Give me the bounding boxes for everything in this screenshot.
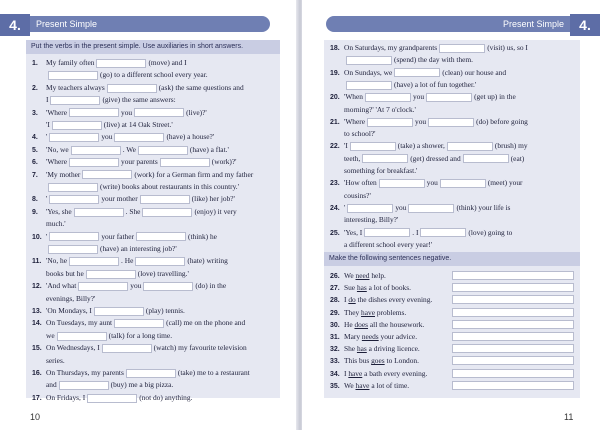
line-text: (take) a shower, <box>397 141 445 151</box>
exercise-line <box>330 79 476 90</box>
line-text: your father <box>101 231 134 241</box>
exercise-line <box>330 140 528 152</box>
line-text: (spend) the day with them. <box>394 55 474 65</box>
line-text: On Saturdays, my grandparents <box>344 43 438 52</box>
line-text: ' <box>46 132 48 142</box>
answer-blank[interactable] <box>365 93 411 102</box>
exercise-line <box>32 131 214 143</box>
exercise-line <box>32 342 247 354</box>
answer-blank[interactable] <box>452 369 574 378</box>
line-text: 'On Mondays, I <box>46 306 92 315</box>
instruction-negative: Make the following sentences negative. <box>324 252 580 266</box>
line-text: your advice. <box>378 332 418 341</box>
line-text: a different school every year!' <box>344 239 433 249</box>
line-text: (take) me to a restaurant <box>177 368 250 377</box>
answer-blank[interactable] <box>140 195 190 204</box>
answer-blank[interactable] <box>136 232 186 241</box>
line-text: teeth, <box>344 153 361 163</box>
line-text: (ask) the same questions and <box>158 82 244 92</box>
line-text: My family often <box>46 58 95 67</box>
line-text: I <box>46 95 49 105</box>
answer-blank[interactable] <box>57 332 107 341</box>
line-text: 'Where <box>344 116 366 126</box>
line-text: a driving licence. <box>366 344 420 354</box>
line-text: 'Yes, I <box>344 227 363 237</box>
answer-blank[interactable] <box>447 142 493 151</box>
header-title: Present Simple <box>30 16 270 32</box>
line-text: 'I <box>344 141 348 151</box>
negative-item <box>330 380 409 392</box>
exercise-line <box>330 239 432 250</box>
line-text: (think) your life is <box>456 202 511 212</box>
line-text: 'Where <box>46 157 68 167</box>
exercise-line <box>32 255 228 267</box>
line-text: you <box>395 202 407 212</box>
line-text: (live)?' <box>186 107 207 117</box>
line-text: series. <box>46 355 65 365</box>
underlined-verb: needs <box>361 332 379 341</box>
line-text: . I <box>412 227 419 237</box>
answer-blank[interactable] <box>78 282 128 291</box>
item-number: 28. <box>330 297 340 305</box>
answer-blank[interactable] <box>350 142 396 151</box>
line-text: (get up) in the <box>474 92 516 102</box>
answer-blank[interactable] <box>134 108 184 117</box>
item-number: 15. <box>32 345 42 353</box>
line-text: you <box>121 107 133 117</box>
item-number: 1. <box>32 60 38 67</box>
line-text: interesting, Billy?' <box>344 215 399 225</box>
answer-blank[interactable] <box>408 204 454 213</box>
item-number: 17. <box>32 394 42 402</box>
item-number: 9. <box>32 208 38 216</box>
negative-item <box>330 355 419 367</box>
line-text: 'Yes, she <box>46 206 72 216</box>
line-text: (play) tennis. <box>145 306 185 315</box>
line-text: . We <box>122 144 136 154</box>
line-text: something for breakfast.' <box>344 166 418 175</box>
item-number: 6. <box>32 159 38 167</box>
negative-item <box>330 368 427 380</box>
exercise-line <box>330 153 524 164</box>
line-text: (live) at 14 Oak Street.' <box>103 120 173 129</box>
exercise-line <box>32 69 208 80</box>
exercise-line <box>32 206 237 218</box>
left-header <box>0 14 280 36</box>
line-text: your parents <box>121 157 158 167</box>
item-number: 2. <box>32 84 38 92</box>
negative-item <box>330 294 432 306</box>
line-text: He <box>344 319 355 329</box>
line-text: We <box>344 271 356 280</box>
line-text: (go) to a different school every year. <box>100 70 208 80</box>
exercise-line <box>32 280 226 292</box>
answer-blank[interactable] <box>69 108 119 117</box>
exercise-line <box>32 181 239 192</box>
line-text: much.' <box>46 219 66 229</box>
line-text: (write) books about restaurants in this country.' <box>100 182 239 191</box>
item-number: 27. <box>330 285 340 293</box>
underlined-verb: goes <box>371 356 385 366</box>
answer-blank[interactable] <box>48 183 98 192</box>
line-text: (enjoy) it very <box>194 206 237 216</box>
item-number: 21. <box>330 118 340 126</box>
line-text: help. <box>369 271 386 280</box>
line-text: I <box>344 368 349 378</box>
line-text: (love) going to <box>468 227 513 237</box>
answer-blank[interactable] <box>426 93 472 102</box>
left-page <box>0 0 298 430</box>
line-text: problems. <box>375 307 407 317</box>
exercise-line <box>330 202 510 214</box>
line-text: 'And what <box>46 281 77 291</box>
answer-blank[interactable] <box>428 118 474 127</box>
line-text: morning?' 'At 7 o'clock.' <box>344 104 416 114</box>
answer-blank[interactable] <box>364 228 410 237</box>
exercise-line <box>32 218 66 229</box>
answer-blank[interactable] <box>69 257 119 266</box>
exercise-line <box>32 293 95 304</box>
item-number: 29. <box>330 309 340 317</box>
answer-blank[interactable] <box>367 118 413 127</box>
line-text: (work)?' <box>211 157 237 167</box>
exercise-line <box>32 82 244 94</box>
answer-blank[interactable] <box>362 154 408 163</box>
exercise-line <box>32 317 245 329</box>
answer-blank[interactable] <box>50 96 100 105</box>
answer-blank[interactable] <box>69 158 119 167</box>
item-number: 4. <box>32 134 38 142</box>
line-text: They <box>344 307 362 317</box>
item-number: 18. <box>330 45 340 52</box>
answer-blank[interactable] <box>346 56 392 65</box>
item-number: 34. <box>330 370 340 378</box>
line-text: My teachers always <box>46 82 105 92</box>
item-number: 24. <box>330 204 340 212</box>
negative-item <box>330 307 406 319</box>
exercise-line <box>330 42 528 54</box>
line-text: (do) before going <box>476 116 528 126</box>
line-text: (get) dressed and <box>410 153 461 163</box>
right-page <box>302 0 600 430</box>
line-text: (watch) my favourite television <box>153 343 247 353</box>
line-text: (hate) writing <box>187 256 228 266</box>
line-text: 'My mother <box>46 169 81 179</box>
line-text: a bath every evening. <box>362 368 428 378</box>
line-text: This bus <box>344 356 372 366</box>
exercise-line <box>32 94 176 105</box>
item-number: 35. <box>330 382 340 390</box>
item-number: 13. <box>32 308 42 315</box>
line-text: On Thursdays, my parents <box>46 368 124 377</box>
line-text: On Fridays, I <box>46 392 86 402</box>
exercise-line <box>330 116 528 128</box>
answer-blank[interactable] <box>347 204 393 213</box>
answer-blank[interactable] <box>49 232 99 241</box>
line-text: Sue <box>344 283 357 293</box>
exercise-line <box>32 355 65 366</box>
underlined-verb: have <box>355 380 370 390</box>
exercise-line <box>32 119 173 130</box>
exercise-line <box>330 91 516 103</box>
answer-blank[interactable] <box>160 158 210 167</box>
line-text: your mother <box>101 194 138 204</box>
header-title: Present Simple <box>326 16 570 32</box>
line-text: (have) a house?' <box>166 132 215 142</box>
exercise-line <box>32 57 187 69</box>
line-text: you <box>130 281 142 291</box>
exercise-line <box>32 330 172 341</box>
underlined-verb: need <box>355 271 370 280</box>
answer-blank[interactable] <box>82 170 132 179</box>
line-text: the dishes every evening. <box>355 295 433 305</box>
line-text: you <box>415 116 427 126</box>
item-number: 11. <box>32 258 42 266</box>
answer-blank[interactable] <box>52 121 102 130</box>
line-text: a lot of time. <box>369 380 410 390</box>
answer-blank[interactable] <box>346 81 392 90</box>
exercise-line <box>330 177 523 189</box>
underlined-verb: has <box>356 283 367 293</box>
answer-blank[interactable] <box>138 146 188 155</box>
negative-item <box>330 331 417 343</box>
answer-blank[interactable] <box>74 208 124 217</box>
exercise-line <box>330 67 506 79</box>
line-text: evenings, Billy?' <box>46 293 96 303</box>
item-number: 22. <box>330 143 340 151</box>
exercise-line <box>32 169 253 181</box>
answer-blank[interactable] <box>142 208 192 217</box>
line-text: cousins?' <box>344 190 371 200</box>
line-text: all the housework. <box>368 319 425 329</box>
answer-blank[interactable] <box>86 270 136 279</box>
line-text: you <box>412 92 425 102</box>
line-text: a lot of books. <box>366 283 411 293</box>
exercise-line <box>330 54 473 65</box>
line-text: 'I <box>46 120 50 129</box>
item-number: 32. <box>330 346 340 354</box>
exercise-line <box>32 392 192 404</box>
item-number: 8. <box>32 196 38 204</box>
exercise-line <box>32 193 235 205</box>
line-text: ' <box>46 194 48 204</box>
answer-blank[interactable] <box>452 344 574 353</box>
line-text: to school?' <box>344 129 376 139</box>
line-text: 'How often <box>344 178 377 188</box>
line-text: (give) the same answers: <box>102 95 176 105</box>
answer-blank[interactable] <box>463 154 509 163</box>
line-text: . He <box>121 256 134 266</box>
exercise-line <box>330 190 371 201</box>
answer-blank[interactable] <box>440 179 486 188</box>
answer-blank[interactable] <box>135 257 185 266</box>
answer-blank[interactable] <box>439 44 485 53</box>
negative-item <box>330 282 411 294</box>
line-text: (do) in the <box>195 281 227 291</box>
line-text: (not do) anything. <box>139 392 193 402</box>
item-number: 19. <box>330 69 340 77</box>
line-text: you <box>101 132 113 142</box>
line-text: (call) me on the phone and <box>166 318 246 328</box>
answer-blank[interactable] <box>452 320 574 329</box>
exercise-line <box>330 214 398 225</box>
line-text: (visit) us, so I <box>487 43 528 52</box>
instruction: Put the verbs in the present simple. Use auxiliaries in short answers. <box>26 40 280 54</box>
answer-blank[interactable] <box>452 308 574 317</box>
unit-number: 4. <box>0 14 30 36</box>
line-text: (meet) your <box>487 178 523 188</box>
answer-blank[interactable] <box>452 271 574 280</box>
line-text: (like) her job?' <box>191 194 235 204</box>
answer-blank[interactable] <box>48 71 98 80</box>
line-text: and <box>46 380 57 390</box>
underlined-verb: have <box>361 307 375 317</box>
line-text: We <box>344 380 356 390</box>
answer-blank[interactable] <box>114 133 164 142</box>
line-text: 'Where <box>46 107 68 117</box>
unit-number: 4. <box>570 14 600 36</box>
line-text: (love) travelling.' <box>137 268 189 278</box>
answer-blank[interactable] <box>114 319 164 328</box>
underlined-verb: does <box>354 319 369 329</box>
item-number: 7. <box>32 171 38 179</box>
line-text: ' <box>344 202 346 212</box>
line-text: (have) an interesting job?' <box>100 244 177 253</box>
exercise-line <box>32 367 250 379</box>
line-text: (brush) my <box>494 141 528 151</box>
negative-item <box>330 319 424 331</box>
item-number: 14. <box>32 320 42 328</box>
item-number: 16. <box>32 370 42 377</box>
exercise-line <box>32 243 177 254</box>
line-text: to London. <box>384 356 419 366</box>
exercise-line <box>330 165 417 176</box>
line-text: (work) for a German firm and my father <box>134 169 254 179</box>
exercise-line <box>32 156 237 168</box>
line-text: we <box>46 330 55 340</box>
line-text: (buy) me a big pizza. <box>110 380 174 390</box>
item-number: 3. <box>32 109 38 117</box>
exercise-line <box>330 128 376 139</box>
answer-blank[interactable] <box>452 332 574 341</box>
answer-blank[interactable] <box>107 84 157 93</box>
answer-blank[interactable] <box>49 133 99 142</box>
line-text: (have) a flat.' <box>189 144 229 154</box>
answer-blank[interactable] <box>49 195 99 204</box>
line-text: On Wednesdays, I <box>46 343 100 353</box>
item-number: 31. <box>330 334 340 341</box>
line-text: (eat) <box>510 153 525 163</box>
item-number: 20. <box>330 94 340 102</box>
exercise-line <box>330 227 512 239</box>
underlined-verb: has <box>356 344 367 354</box>
line-text: (have) a lot of fun together.' <box>394 79 477 89</box>
exercise-line <box>32 379 173 390</box>
answer-blank[interactable] <box>452 356 574 365</box>
answer-blank[interactable] <box>96 59 146 68</box>
page-number: 10 <box>30 412 41 422</box>
line-text: (think) he <box>187 231 217 241</box>
answer-blank[interactable] <box>394 68 440 77</box>
answer-blank[interactable] <box>59 381 109 390</box>
answer-blank[interactable] <box>48 245 98 254</box>
answer-blank[interactable] <box>452 283 574 292</box>
item-number: 30. <box>330 321 340 329</box>
answer-blank[interactable] <box>87 394 137 403</box>
answer-blank[interactable] <box>420 228 466 237</box>
line-text: ' <box>46 231 48 241</box>
line-text: (move) and I <box>148 58 187 67</box>
exercise-line <box>32 305 185 317</box>
answer-blank[interactable] <box>126 369 176 378</box>
line-text: books but he <box>46 268 84 278</box>
line-text: Mary <box>344 332 362 341</box>
item-number: 26. <box>330 273 340 280</box>
exercise-line <box>32 268 189 279</box>
item-number: 33. <box>330 358 340 366</box>
item-number: 10. <box>32 233 42 241</box>
right-header <box>326 14 600 36</box>
negative-item <box>330 270 386 282</box>
line-text: 'When <box>344 92 363 102</box>
answer-blank[interactable] <box>452 381 574 390</box>
line-text: (talk) for a long time. <box>108 330 173 340</box>
exercise-line <box>32 107 207 119</box>
line-text: She <box>344 344 357 354</box>
page-number: 11 <box>564 412 574 422</box>
line-text: 'No, we <box>46 144 69 154</box>
underlined-verb: have <box>348 368 363 378</box>
line-text: 'No, he <box>46 256 68 266</box>
line-text: I <box>344 295 349 305</box>
negative-item <box>330 343 420 355</box>
item-number: 12. <box>32 283 42 291</box>
answer-blank[interactable] <box>379 179 425 188</box>
exercise-line <box>32 231 217 243</box>
line-text: On Sundays, we <box>344 67 393 77</box>
answer-blank[interactable] <box>143 282 193 291</box>
answer-blank[interactable] <box>71 146 121 155</box>
line-text: . She <box>125 206 141 216</box>
item-number: 23. <box>330 180 340 188</box>
item-number: 5. <box>32 146 38 154</box>
answer-blank[interactable] <box>94 307 144 316</box>
line-text: (clean) our house and <box>442 67 507 77</box>
exercise-line <box>32 144 229 156</box>
answer-blank[interactable] <box>452 295 574 304</box>
item-number: 25. <box>330 229 340 237</box>
line-text: you <box>426 178 438 188</box>
underlined-verb: do <box>348 295 356 305</box>
exercise-line <box>330 104 416 115</box>
answer-blank[interactable] <box>102 344 152 353</box>
line-text: On Tuesdays, my aunt <box>46 318 113 328</box>
